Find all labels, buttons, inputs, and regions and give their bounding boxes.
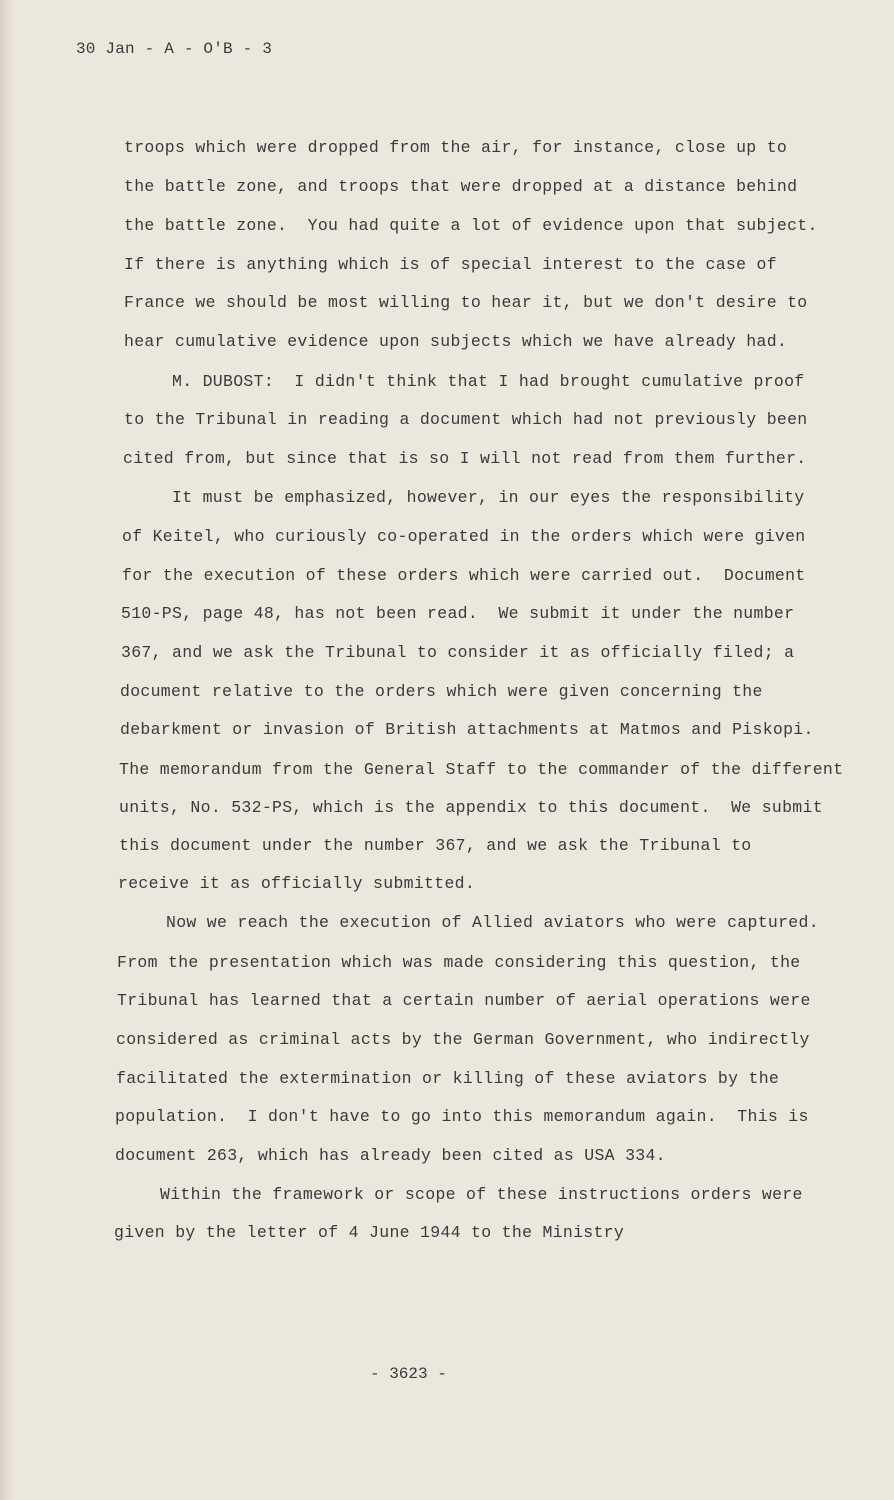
text-line: Tribunal has learned that a certain number of aerial operations were	[117, 991, 811, 1010]
text-line: cited from, but since that is so I will not read from them further.	[123, 449, 807, 468]
text-line: of Keitel, who curiously co-operated in the orders which were given	[122, 527, 806, 546]
text-line: If there is anything which is of special interest to the case of	[124, 255, 777, 274]
text-line: France we should be most willing to hear it, but we don't desire to	[124, 293, 808, 312]
page-header: 30 Jan - A - O'B - 3	[76, 40, 273, 58]
text-line: given by the letter of 4 June 1944 to the Ministry	[114, 1223, 625, 1242]
text-line: document relative to the orders which were given concerning the	[120, 682, 763, 701]
text-line: 367, and we ask the Tribunal to consider it as officially filed; a	[121, 643, 795, 662]
text-line: to the Tribunal in reading a document which had not previously been	[124, 410, 808, 429]
text-line: debarkment or invasion of British attachments at Matmos and Piskopi.	[120, 720, 814, 739]
page-edge	[0, 0, 14, 1500]
text-line: The memorandum from the General Staff to the commander of the different	[119, 760, 844, 779]
text-line: the battle zone. You had quite a lot of evidence upon that subject.	[124, 216, 818, 235]
text-line: receive it as officially submitted.	[118, 874, 476, 893]
text-line: Within the framework or scope of these instructions orders were	[160, 1185, 803, 1204]
text-line: M. DUBOST: I didn't think that I had brought cumulative proof	[172, 372, 805, 391]
text-line: considered as criminal acts by the German Government, who indirectly	[116, 1030, 810, 1049]
text-line: population. I don't have to go into this memorandum again. This is	[115, 1107, 809, 1126]
text-line: From the presentation which was made considering this question, the	[117, 953, 801, 972]
text-line: 510-PS, page 48, has not been read. We submit it under the number	[121, 604, 795, 623]
text-line: the battle zone, and troops that were dropped at a distance behind	[124, 177, 798, 196]
page-number: - 3623 -	[370, 1365, 447, 1383]
text-line: for the execution of these orders which were carried out. Document	[122, 566, 806, 585]
text-line: hear cumulative evidence upon subjects which we have already had.	[124, 332, 788, 351]
text-line: this document under the number 367, and we ask the Tribunal to	[119, 836, 752, 855]
text-line: troops which were dropped from the air, for instance, close up to	[124, 138, 788, 157]
text-line: Now we reach the execution of Allied aviators who were captured.	[166, 913, 819, 932]
text-line: units, No. 532-PS, which is the appendix to this document. We submit	[119, 798, 823, 817]
text-line: It must be emphasized, however, in our eyes the responsibility	[172, 488, 805, 507]
text-line: facilitated the extermination or killing of these aviators by the	[116, 1069, 780, 1088]
text-line: document 263, which has already been cited as USA 334.	[115, 1146, 666, 1165]
